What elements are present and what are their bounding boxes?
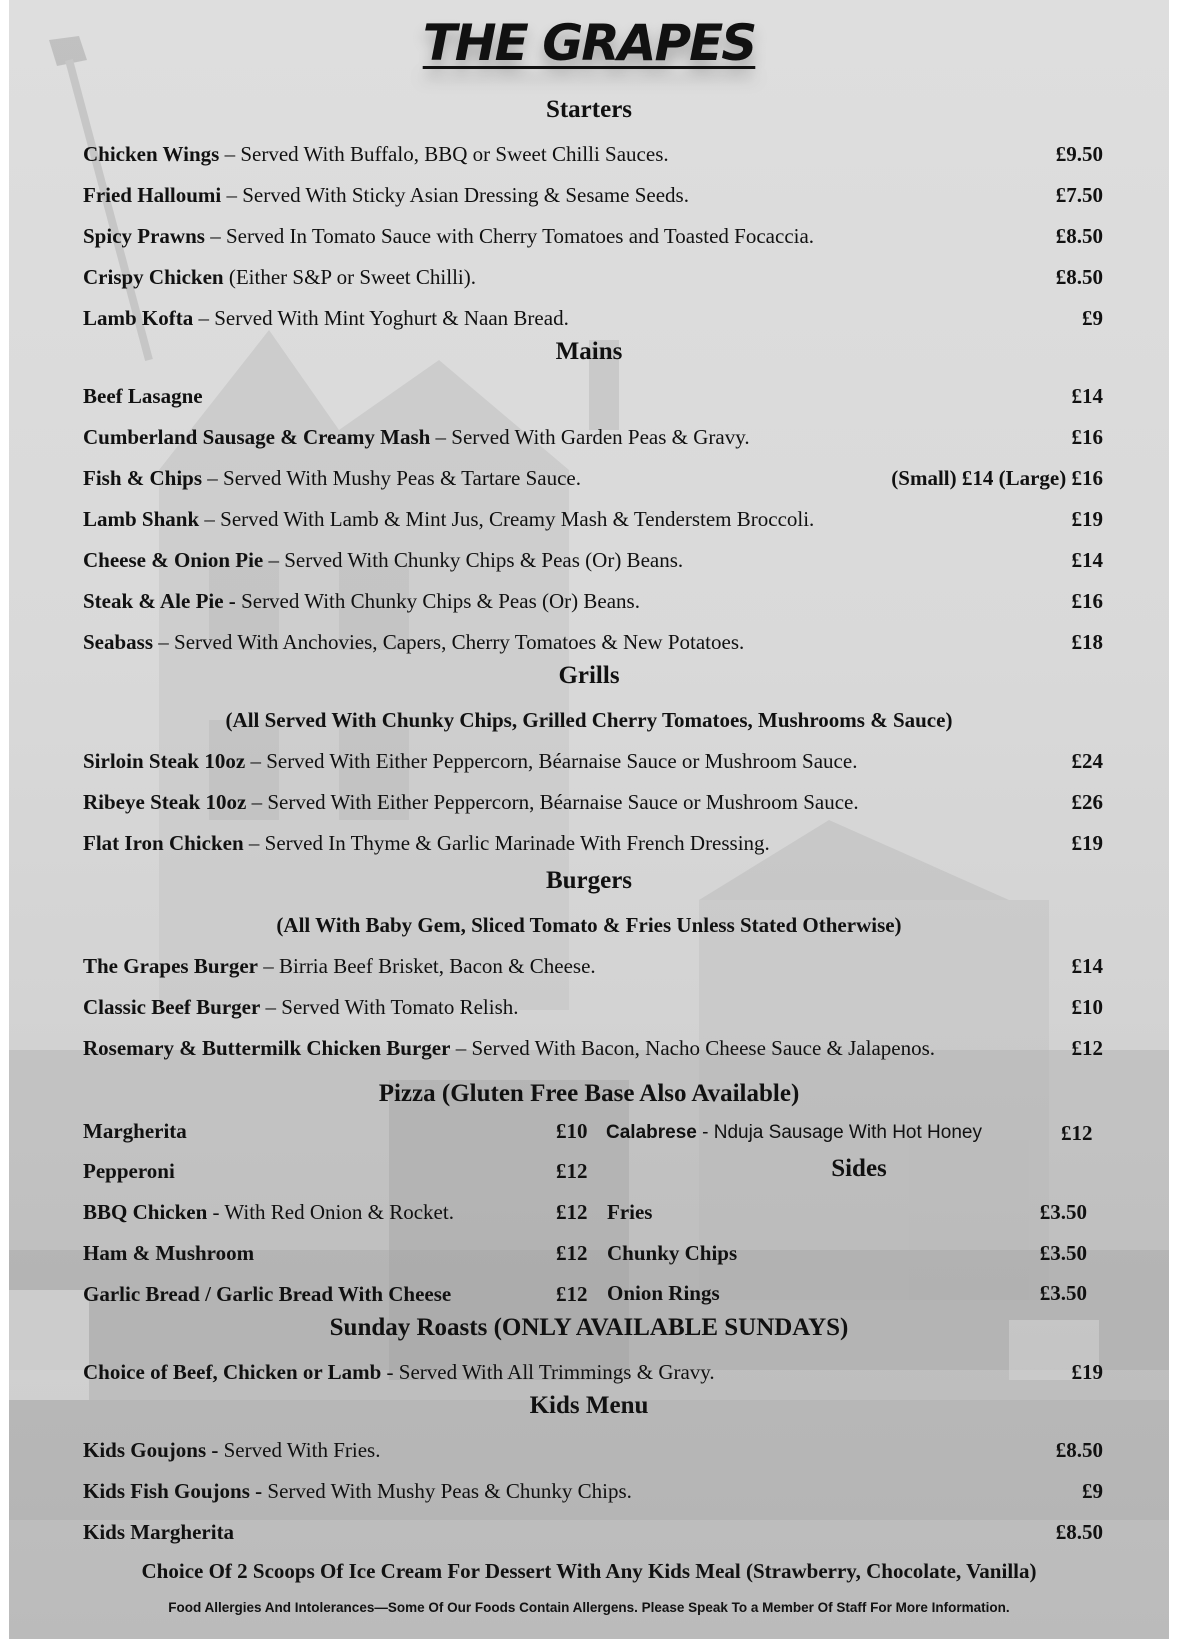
menu-item	[83, 1518, 1103, 1546]
item-price: £12	[556, 1159, 588, 1183]
menu-item	[83, 788, 1103, 816]
item-price: £14	[1071, 954, 1103, 978]
item-name: Cumberland Sausage & Creamy Mash	[83, 425, 431, 449]
menu-item	[83, 464, 1103, 492]
item-price: £19	[1071, 1360, 1103, 1384]
item-description: – Birria Beef Brisket, Bacon & Cheese.	[257, 954, 596, 978]
menu-item	[83, 993, 1103, 1021]
menu-item	[83, 747, 1103, 775]
item-description: - Nduja Sausage With Hot Honey	[696, 1122, 982, 1143]
item-price: £10	[556, 1119, 588, 1143]
item-description: – Served With Chunky Chips & Peas (Or) Beans.	[263, 548, 684, 572]
item-description: – Served With Tomato Relish.	[260, 995, 519, 1019]
item-name: Steak & Ale Pie -	[83, 589, 236, 613]
item-name: Kids Margherita	[83, 1520, 235, 1544]
menu-item	[83, 222, 1103, 250]
item-name: Calabrese	[606, 1122, 697, 1143]
item-name: Pepperoni	[83, 1159, 175, 1183]
kids-menu-heading: Kids Menu	[529, 1392, 649, 1419]
item-description: – Served With Garden Peas & Gravy.	[430, 425, 750, 449]
item-price: £26	[1071, 790, 1103, 814]
menu-item	[83, 587, 1103, 615]
item-price: £19	[1071, 507, 1103, 531]
item-price: £12	[556, 1282, 588, 1306]
menu-item	[83, 304, 1103, 332]
side-item	[607, 1198, 1087, 1226]
item-name: Spicy Prawns	[83, 224, 205, 248]
restaurant-title: THE GRAPES	[422, 14, 756, 72]
item-price: £19	[1071, 831, 1103, 855]
item-price: £8.50	[1055, 1438, 1103, 1462]
item-price: £18	[1071, 630, 1103, 654]
item-description: – Served With Sticky Asian Dressing & Sesame Seeds.	[221, 183, 689, 207]
item-price: £24	[1071, 749, 1103, 773]
menu-item	[83, 423, 1103, 451]
starters-heading: Starters	[545, 96, 633, 123]
sides-heading: Sides	[831, 1155, 887, 1182]
pizza-item	[83, 1239, 254, 1267]
item-price: £14	[1071, 548, 1103, 572]
item-name: Cheese & Onion Pie	[83, 548, 264, 572]
pizza-item	[83, 1198, 454, 1226]
mains-heading: Mains	[555, 338, 623, 365]
item-price: £9	[1082, 1479, 1103, 1503]
menu-item	[83, 1358, 1103, 1386]
pizza-item-calabrese	[606, 1119, 982, 1147]
item-name: Beef Lasagne	[83, 384, 203, 408]
item-price: (Small) £14 (Large) £16	[891, 466, 1103, 490]
item-price: £8.50	[1055, 1520, 1103, 1544]
item-price: £3.50	[1039, 1200, 1087, 1224]
item-description: Served With Mushy Peas & Chunky Chips.	[262, 1479, 632, 1503]
item-name: Lamb Shank	[83, 507, 200, 531]
item-name: BBQ Chicken	[83, 1200, 208, 1224]
item-price: £3.50	[1039, 1281, 1087, 1305]
item-name: Classic Beef Burger	[83, 995, 261, 1019]
grills-note: (All Served With Chunky Chips, Grilled Cherry Tomatoes, Mushrooms & Sauce)	[225, 708, 953, 732]
item-name: Ribeye Steak 10oz	[83, 790, 247, 814]
pizza-item	[83, 1117, 187, 1145]
item-name: Onion Rings	[607, 1281, 720, 1305]
item-price: £12	[1071, 1036, 1103, 1060]
item-price: £3.50	[1039, 1241, 1087, 1265]
item-name: Kids Fish Goujons -	[83, 1479, 263, 1503]
menu-item	[83, 546, 1103, 574]
menu-content	[9, 0, 1169, 1639]
menu-item	[83, 1034, 1103, 1062]
menu-item	[83, 181, 1103, 209]
item-price: £12	[1061, 1121, 1093, 1145]
item-name: Rosemary & Buttermilk Chicken Burger	[83, 1036, 451, 1060]
item-description: Served With Chunky Chips & Peas (Or) Beans.	[235, 589, 640, 613]
item-name: Chicken Wings	[83, 142, 220, 166]
item-price: £14	[1071, 384, 1103, 408]
item-description: – Served With Either Peppercorn, Béarnaise Sauce or Mushroom Sauce.	[246, 790, 859, 814]
item-name: Crispy Chicken	[83, 265, 224, 289]
pizza-item	[83, 1280, 451, 1308]
allergen-footer: Food Allergies And Intolerances—Some Of Our Foods Contain Allergens. Please Speak To a Member Of Staff For More Information.	[168, 1600, 1010, 1615]
menu-item	[83, 505, 1103, 533]
item-name: Fish & Chips	[83, 466, 203, 490]
item-price: £8.50	[1055, 224, 1103, 248]
side-item	[607, 1239, 1087, 1267]
item-description: – Served In Thyme & Garlic Marinade With French Dressing.	[243, 831, 770, 855]
item-name: Ham & Mushroom	[83, 1241, 255, 1265]
item-price: £16	[1071, 589, 1103, 613]
item-name: Fries	[607, 1200, 653, 1224]
item-price: £7.50	[1055, 183, 1103, 207]
sunday-roasts-heading: Sunday Roasts (ONLY AVAILABLE SUNDAYS)	[329, 1314, 849, 1341]
item-description: (Either S&P or Sweet Chilli).	[223, 265, 476, 289]
menu-item	[83, 1436, 1103, 1464]
burgers-note: (All With Baby Gem, Sliced Tomato & Fries Unless Stated Otherwise)	[276, 913, 902, 937]
item-price: £10	[1071, 995, 1103, 1019]
item-description: – Served With Buffalo, BBQ or Sweet Chilli Sauces.	[219, 142, 669, 166]
item-description: – Served With Anchovies, Capers, Cherry Tomatoes & New Potatoes.	[153, 630, 745, 654]
item-description: - Served With All Trimmings & Gravy.	[381, 1360, 715, 1384]
menu-item	[83, 1477, 1103, 1505]
menu-item	[83, 140, 1103, 168]
item-description: – Served With Mushy Peas & Tartare Sauce.	[202, 466, 581, 490]
grills-heading: Grills	[558, 662, 620, 689]
item-name: Chunky Chips	[607, 1241, 738, 1265]
pizza-item	[83, 1157, 175, 1185]
item-name: Margherita	[83, 1119, 187, 1143]
item-description: - With Red Onion & Rocket.	[207, 1200, 454, 1224]
item-description: – Served With Bacon, Nacho Cheese Sauce & Jalapenos.	[450, 1036, 936, 1060]
item-price: £9.50	[1055, 142, 1103, 166]
menu-item	[83, 829, 1103, 857]
menu-item	[83, 628, 1103, 656]
item-price: £16	[1071, 425, 1103, 449]
item-name: Kids Goujons -	[83, 1438, 219, 1462]
item-name: Seabass	[83, 630, 154, 654]
item-price: £9	[1082, 306, 1103, 330]
item-price: £8.50	[1055, 265, 1103, 289]
item-price: £12	[556, 1200, 588, 1224]
kids-dessert-note: Choice Of 2 Scoops Of Ice Cream For Dessert With Any Kids Meal (Strawberry, Chocolate, Vanilla)	[141, 1559, 1037, 1583]
burgers-heading: Burgers	[545, 867, 633, 894]
item-description: – Served With Either Peppercorn, Béarnaise Sauce or Mushroom Sauce.	[245, 749, 858, 773]
item-description: – Served In Tomato Sauce with Cherry Tomatoes and Toasted Focaccia.	[204, 224, 815, 248]
item-description: Served With Fries.	[218, 1438, 381, 1462]
item-description: – Served With Lamb & Mint Jus, Creamy Mash & Tenderstem Broccoli.	[199, 507, 815, 531]
pizza-heading: Pizza (Gluten Free Base Also Available)	[378, 1080, 800, 1107]
menu-item	[83, 382, 1103, 410]
item-name: Flat Iron Chicken	[83, 831, 244, 855]
menu-item	[83, 952, 1103, 980]
item-price: £12	[556, 1241, 588, 1265]
menu-item	[83, 263, 1103, 291]
item-description: – Served With Mint Yoghurt & Naan Bread.	[193, 306, 569, 330]
item-name: Sirloin Steak 10oz	[83, 749, 246, 773]
side-item	[607, 1279, 1087, 1307]
menu-page	[9, 0, 1169, 1639]
item-name: Fried Halloumi	[83, 183, 222, 207]
item-name: Choice of Beef, Chicken or Lamb	[83, 1360, 382, 1384]
item-name: Garlic Bread / Garlic Bread With Cheese	[83, 1282, 452, 1306]
item-name: Lamb Kofta	[83, 306, 194, 330]
item-name: The Grapes Burger	[83, 954, 258, 978]
